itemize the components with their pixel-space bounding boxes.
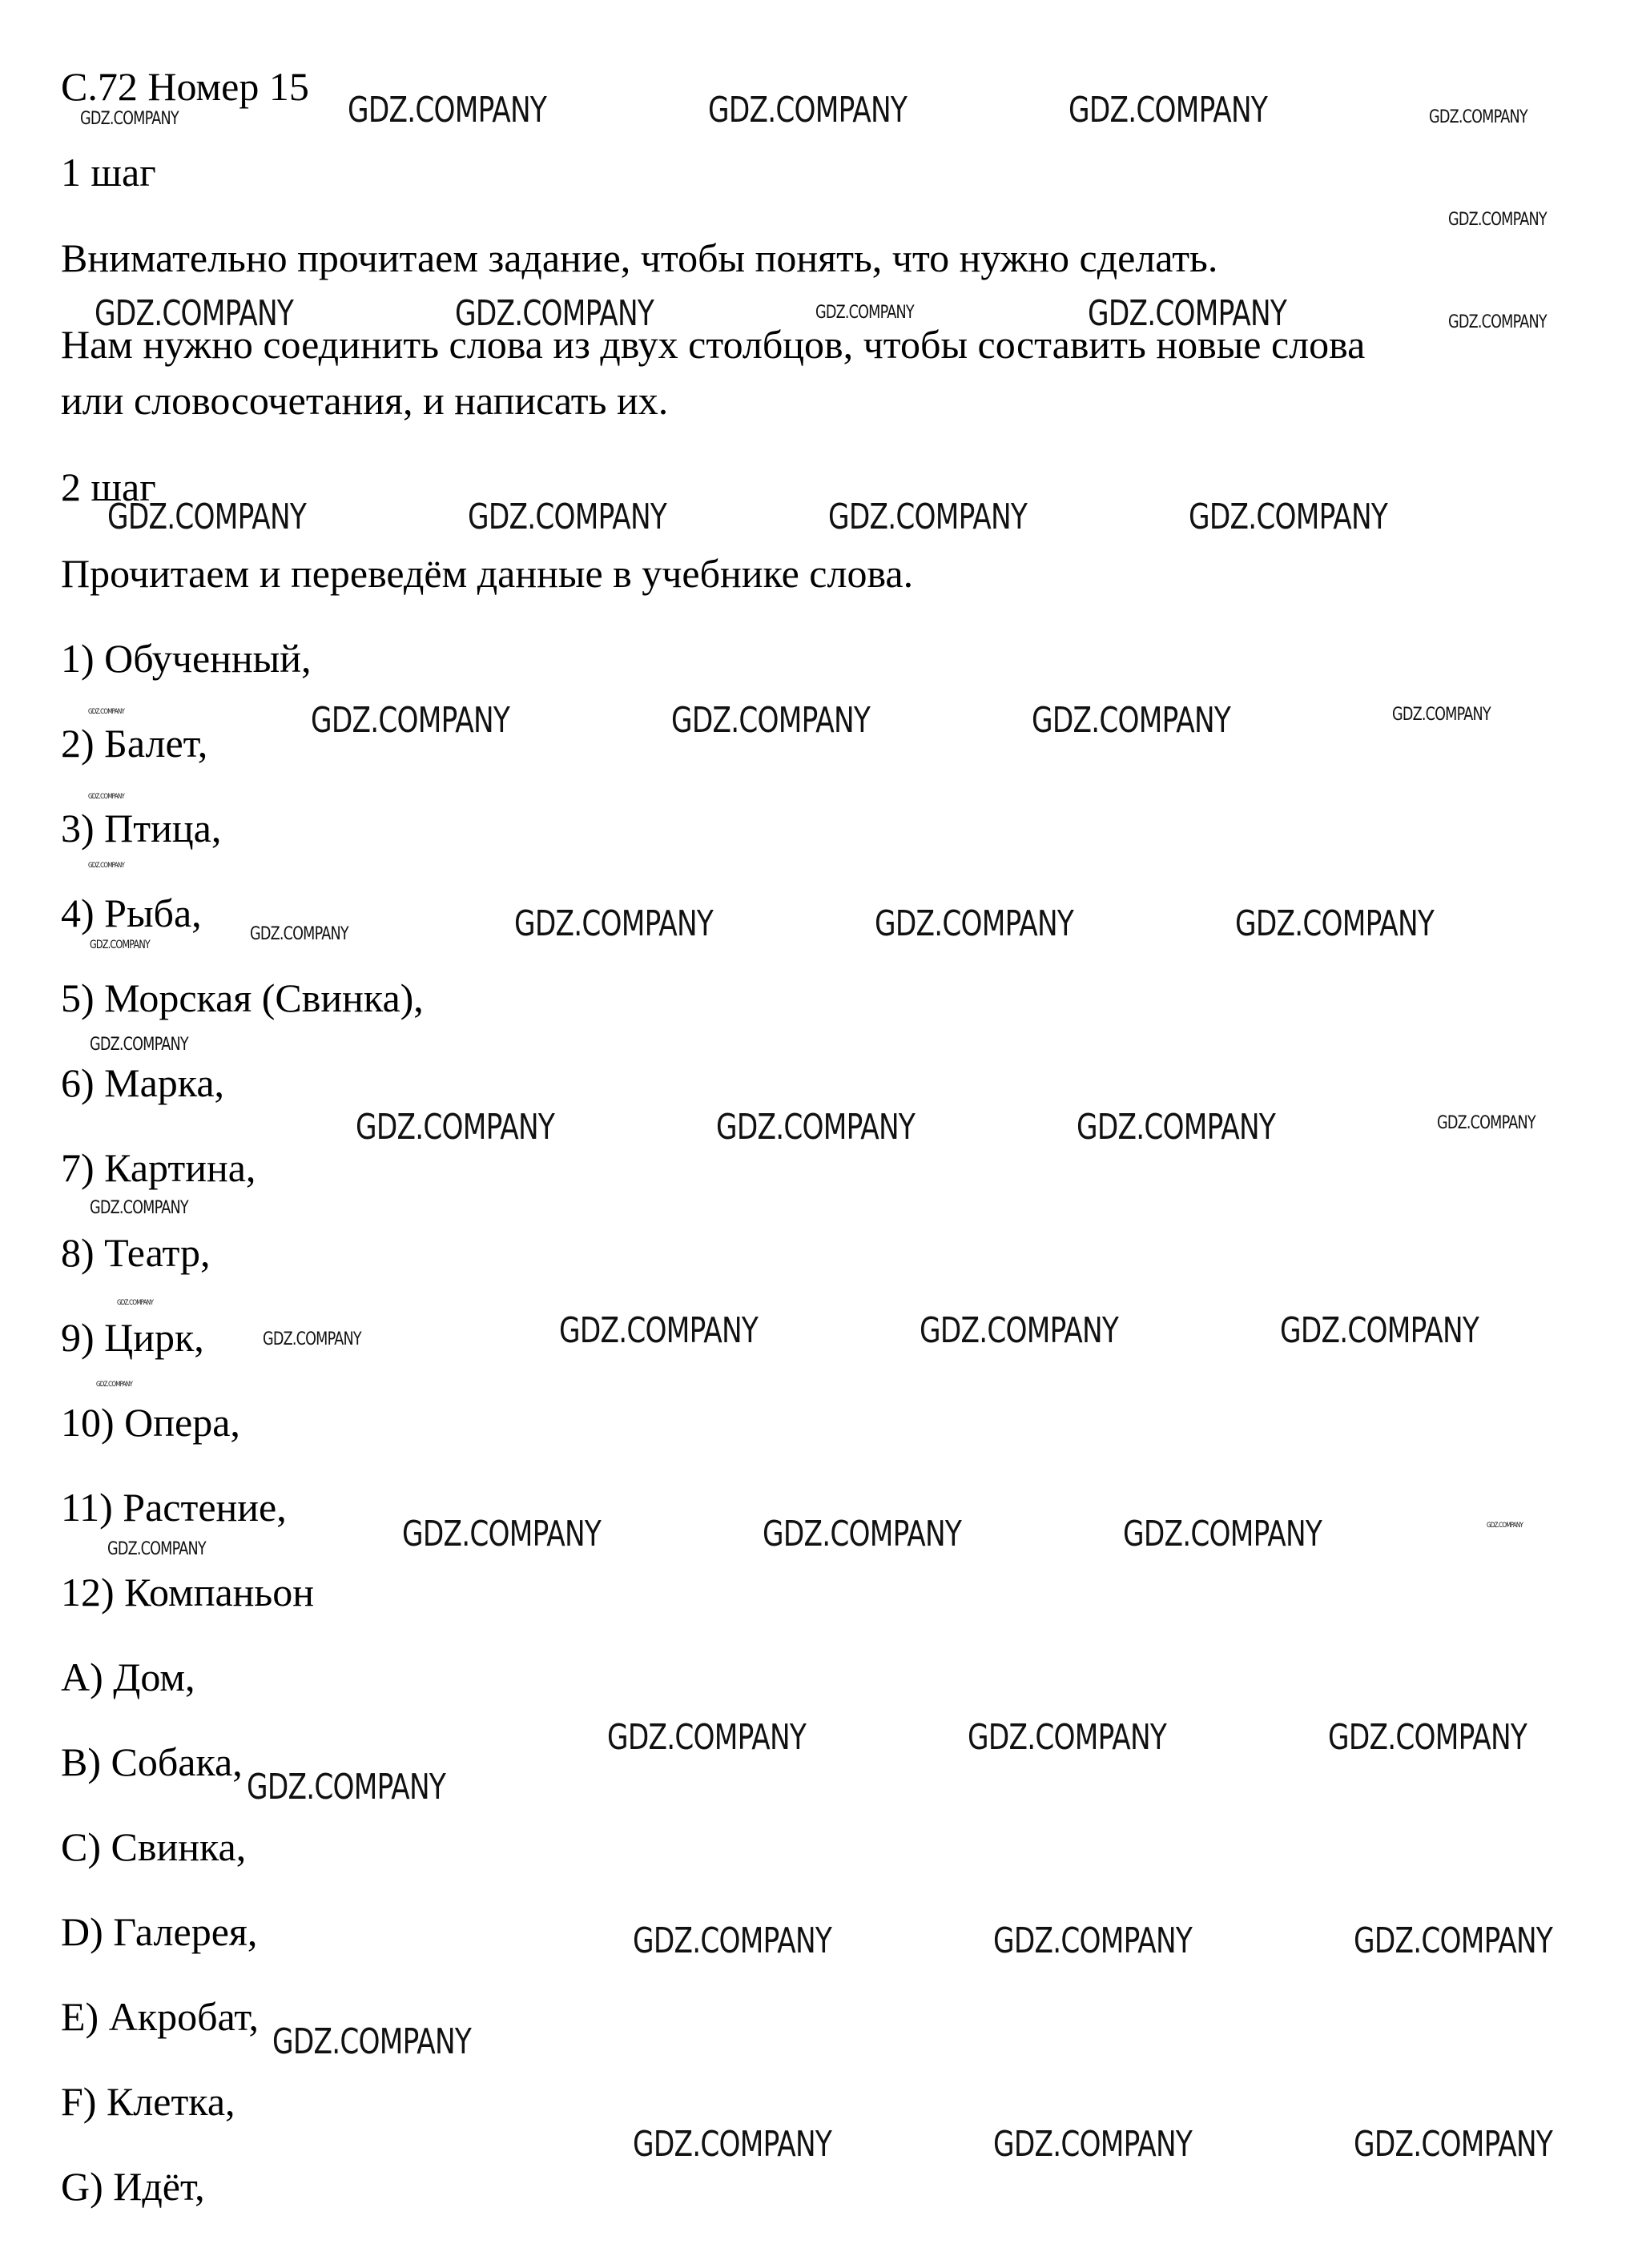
watermark: GDZ.COMPANY [828, 497, 1028, 537]
watermark: GDZ.COMPANY [88, 793, 125, 801]
watermark: GDZ.COMPANY [107, 497, 307, 537]
watermark: GDZ.COMPANY [1448, 312, 1547, 332]
list-item: 4) Рыба, [61, 891, 202, 935]
list-item: 5) Морская (Свинка), [61, 975, 424, 1020]
watermark: GDZ.COMPANY [875, 903, 1074, 944]
watermark: GDZ.COMPANY [920, 1310, 1119, 1351]
watermark: GDZ.COMPANY [311, 700, 510, 741]
list-item: 6) Марка, [61, 1060, 225, 1105]
watermark: GDZ.COMPANY [559, 1310, 759, 1351]
watermark: GDZ.COMPANY [716, 1107, 916, 1148]
watermark: GDZ.COMPANY [356, 1107, 555, 1148]
watermark: GDZ.COMPANY [1032, 700, 1231, 741]
watermark: GDZ.COMPANY [1235, 903, 1435, 944]
list-item: C) Свинка, [61, 1824, 247, 1869]
watermark: GDZ.COMPANY [993, 1920, 1193, 1961]
watermark: GDZ.COMPANY [1123, 1514, 1322, 1554]
watermark: GDZ.COMPANY [117, 1299, 154, 1307]
watermark: GDZ.COMPANY [348, 90, 547, 131]
list-item: 8) Театр, [61, 1230, 211, 1275]
watermark: GDZ.COMPANY [402, 1514, 602, 1554]
watermark: GDZ.COMPANY [708, 90, 908, 131]
step-2-text: Прочитаем и переведём данные в учебнике слова. [61, 551, 914, 596]
watermark: GDZ.COMPANY [80, 109, 179, 129]
watermark: GDZ.COMPANY [633, 2124, 832, 2165]
list-item: 2) Балет, [61, 721, 208, 766]
watermark: GDZ.COMPANY [95, 293, 294, 334]
list-item: D) Галерея, [61, 1909, 258, 1954]
list-item: 7) Картина, [61, 1145, 256, 1190]
watermark: GDZ.COMPANY [107, 1539, 206, 1559]
step-1-text: Внимательно прочитаем задание, чтобы понять, что нужно сделать. [61, 235, 1218, 280]
step-1-task-line-2: или словосочетания, и написать их. [61, 378, 669, 423]
watermark: GDZ.COMPANY [968, 1717, 1167, 1758]
list-item: 9) Цирк, [61, 1315, 204, 1360]
watermark: GDZ.COMPANY [455, 293, 654, 334]
watermark: GDZ.COMPANY [1280, 1310, 1479, 1351]
watermark: GDZ.COMPANY [993, 2124, 1193, 2165]
watermark: GDZ.COMPANY [272, 2021, 472, 2062]
watermark: GDZ.COMPANY [607, 1717, 807, 1758]
watermark: GDZ.COMPANY [763, 1514, 962, 1554]
watermark: GDZ.COMPANY [1069, 90, 1268, 131]
watermark: GDZ.COMPANY [671, 700, 871, 741]
list-item: 11) Растение, [61, 1485, 287, 1530]
list-item: 1) Обученный, [61, 636, 312, 681]
list-item: 12) Компаньон [61, 1570, 314, 1615]
step-1-task-line-1: Нам нужно соединить слова из двух столбцов, чтобы составить новые слова [61, 322, 1366, 367]
watermark: GDZ.COMPANY [1448, 210, 1547, 230]
watermark: GDZ.COMPANY [1088, 293, 1287, 334]
watermark: GDZ.COMPANY [90, 1035, 188, 1055]
watermark: GDZ.COMPANY [90, 939, 150, 951]
watermark: GDZ.COMPANY [96, 1381, 133, 1389]
watermark: GDZ.COMPANY [247, 1767, 446, 1808]
watermark: GDZ.COMPANY [1429, 107, 1527, 127]
watermark: GDZ.COMPANY [90, 1198, 188, 1218]
list-item: E) Акробат, [61, 1994, 260, 2039]
watermark: GDZ.COMPANY [250, 924, 348, 944]
step-2-label: 2 шаг [61, 464, 156, 509]
list-item: 3) Птица, [61, 806, 222, 850]
watermark: GDZ.COMPANY [1328, 1717, 1527, 1758]
watermark: GDZ.COMPANY [263, 1329, 361, 1349]
watermark: GDZ.COMPANY [514, 903, 714, 944]
watermark: GDZ.COMPANY [1392, 705, 1491, 725]
watermark: GDZ.COMPANY [815, 303, 914, 323]
watermark: GDZ.COMPANY [1189, 497, 1388, 537]
list-item: 10) Опера, [61, 1400, 240, 1445]
watermark: GDZ.COMPANY [1354, 2124, 1553, 2165]
list-item: G) Идёт, [61, 2164, 205, 2209]
list-item: A) Дом, [61, 1655, 195, 1699]
page-title: С.72 Номер 15 [61, 64, 309, 109]
step-1-label: 1 шаг [61, 150, 156, 195]
list-item: B) Собака, [61, 1739, 243, 1784]
watermark: GDZ.COMPANY [1487, 1522, 1523, 1530]
watermark: GDZ.COMPANY [88, 708, 125, 716]
watermark: GDZ.COMPANY [633, 1920, 832, 1961]
watermark: GDZ.COMPANY [1077, 1107, 1276, 1148]
watermark: GDZ.COMPANY [468, 497, 667, 537]
watermark: GDZ.COMPANY [88, 862, 125, 870]
watermark: GDZ.COMPANY [1437, 1113, 1535, 1133]
list-item: F) Клетка, [61, 2079, 235, 2124]
watermark: GDZ.COMPANY [1354, 1920, 1553, 1961]
